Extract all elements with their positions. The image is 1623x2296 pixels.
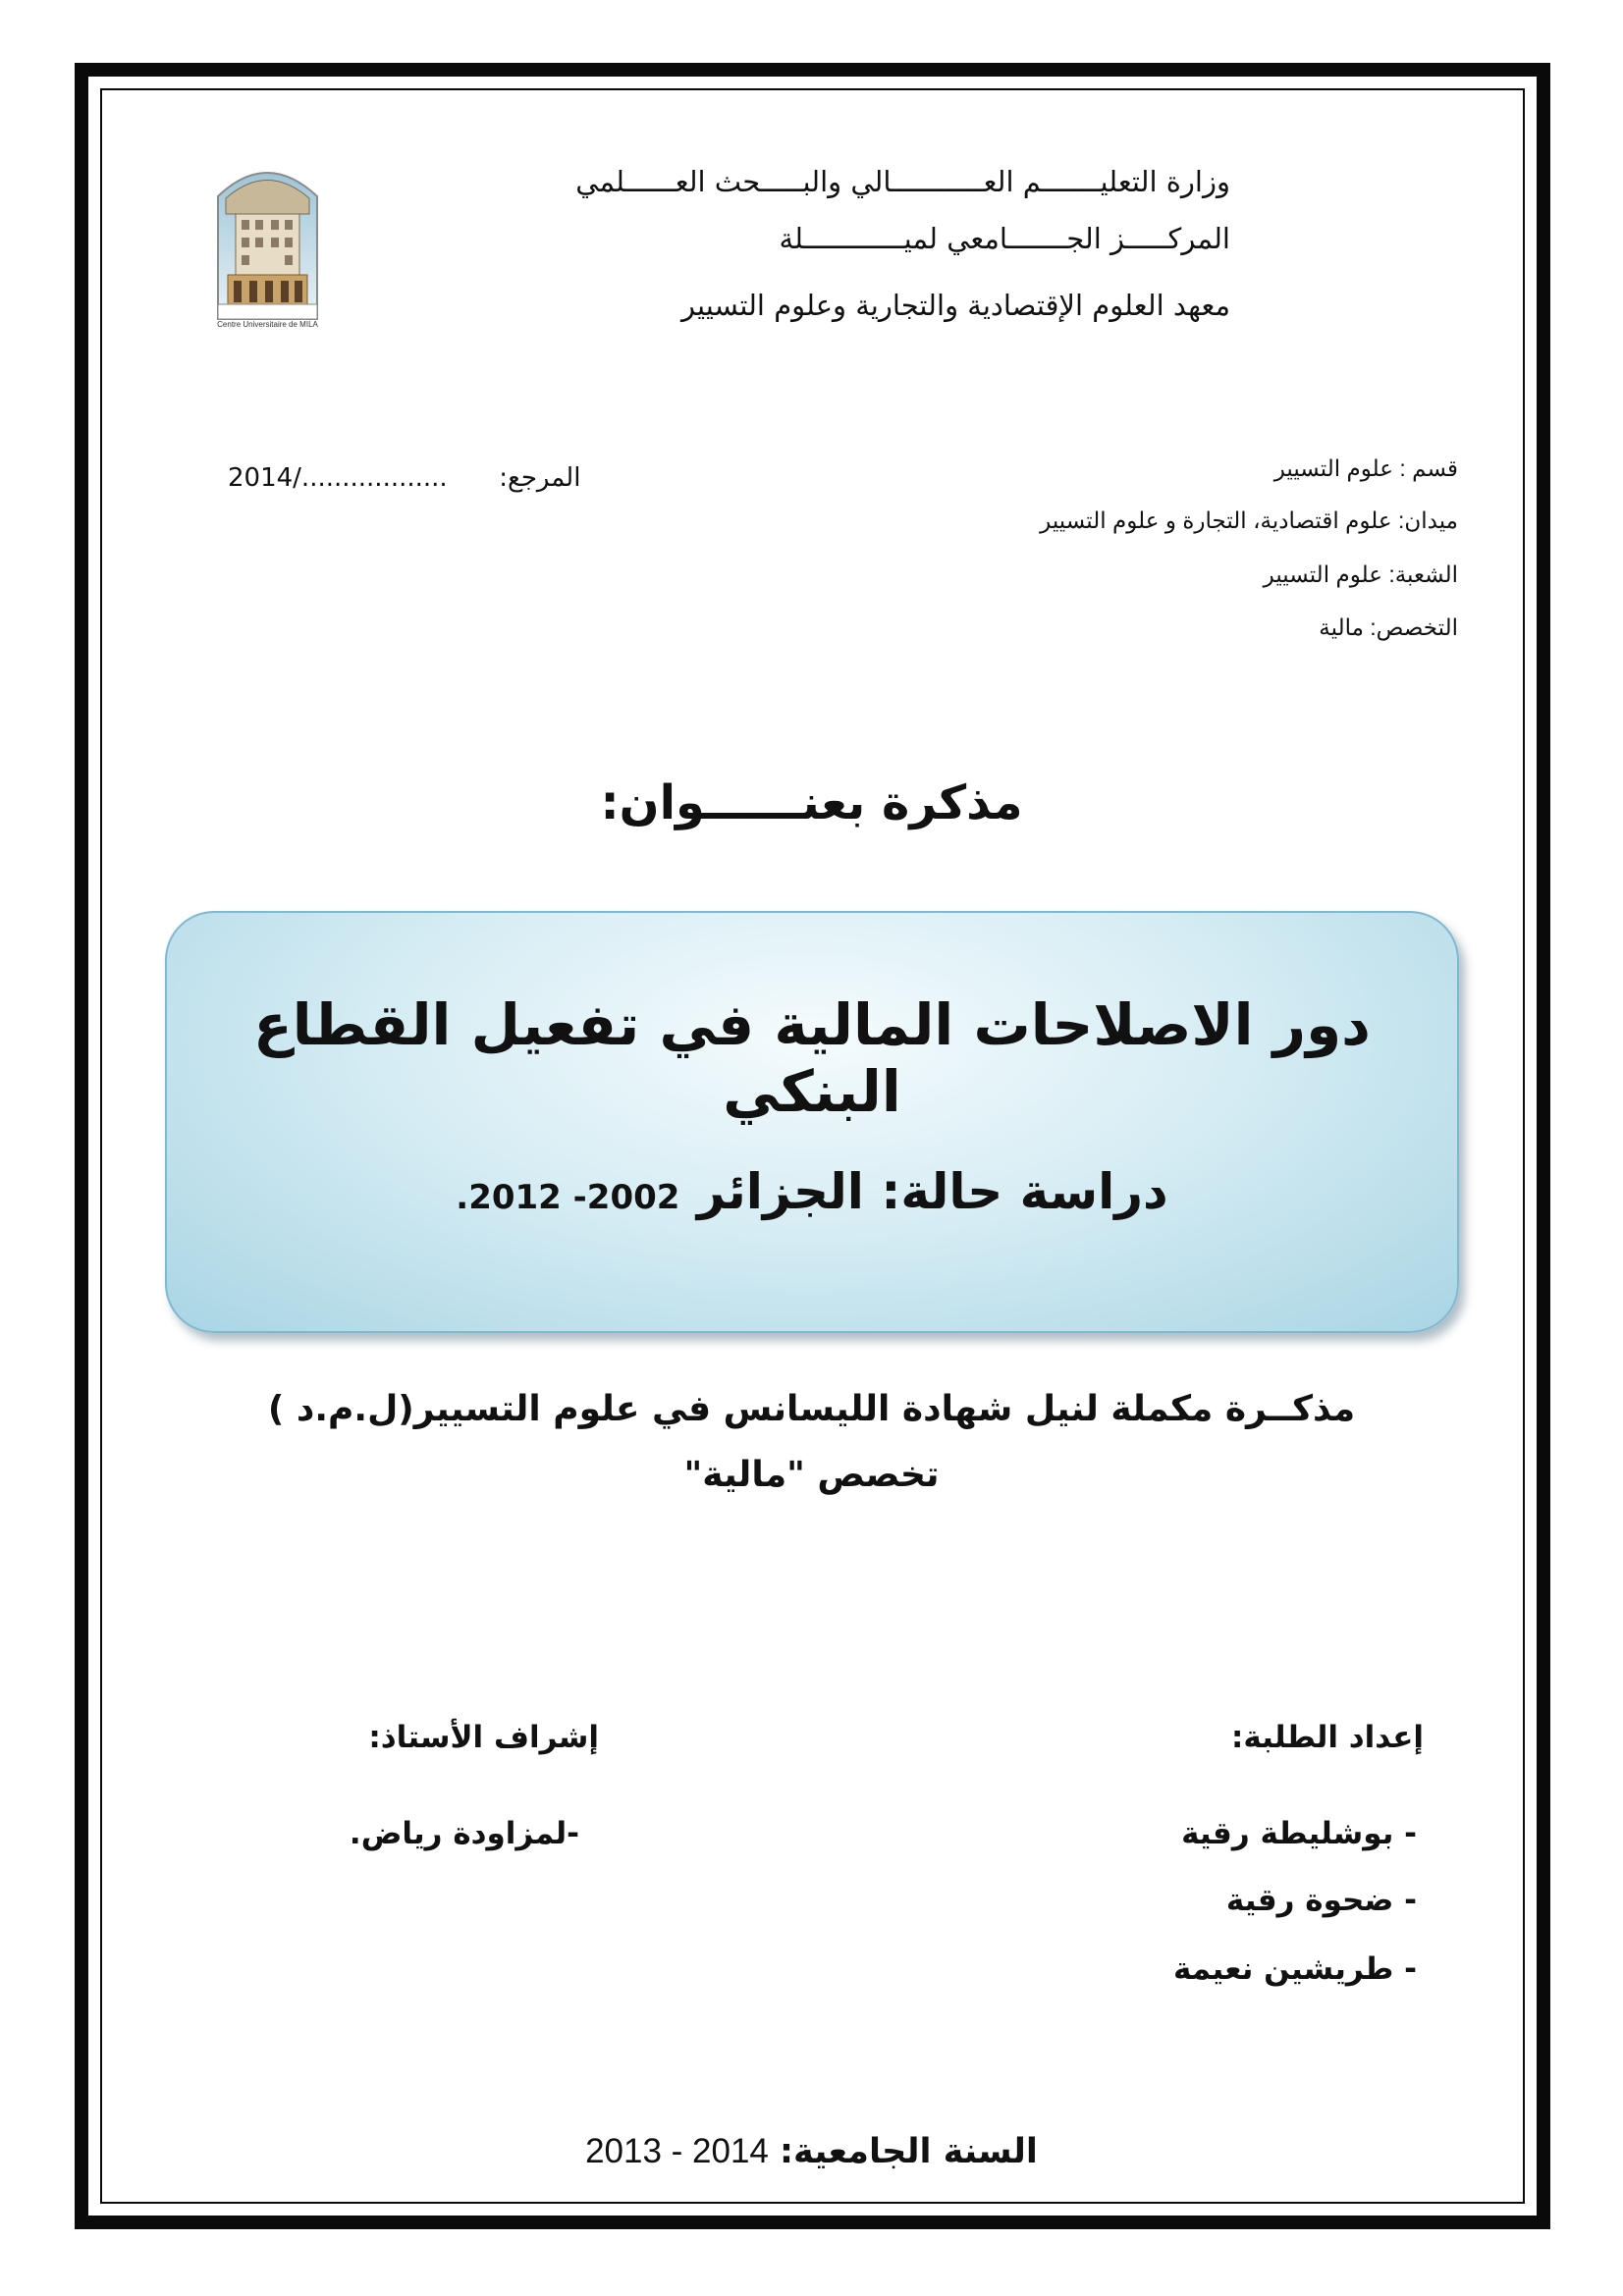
reference-value: 2014/.................. — [228, 463, 448, 493]
supervisor-label: إشراف الأستاذ: — [368, 1720, 599, 1755]
field-line: ميدان: علوم اقتصادية، التجارة و علوم التسيير — [1040, 507, 1458, 533]
academic-year — [0, 2132, 1623, 2171]
thesis-title: دور الاصلاحات المالية في تفعيل القطاع البنكي — [253, 991, 1371, 1125]
institute-line: معهد العلوم الإقتصادية والتجارية وعلوم التسيير — [680, 289, 1230, 322]
ministry-line: وزارة التعليـــــــم العـــــــــــالي والبـــــحث العــــــلمي — [575, 165, 1230, 198]
memo-title: مذكرة بعنــــــوان: — [600, 775, 1023, 830]
specialization-line: تخصص "مالية" — [683, 1455, 940, 1495]
academic-year-label: السنة الجامعية: — [780, 2132, 1038, 2171]
students-label: إعداد الطلبة: — [1230, 1720, 1424, 1755]
student-name-3: - طريشين نعيمة — [1172, 1951, 1417, 1987]
branch-line: الشعبة: علوم التسيير — [1263, 561, 1458, 587]
academic-year-value: 2013 - 2014 — [585, 2132, 769, 2170]
reference-field — [228, 463, 580, 493]
university-building-icon — [206, 157, 329, 334]
supervisor-name: -لمزاودة رياض. — [349, 1816, 579, 1851]
case-study-line — [165, 1163, 1459, 1220]
case-study-years: 2002- 2012. — [456, 1178, 680, 1217]
specialty-line: التخصص: مالية — [1319, 614, 1458, 640]
department-line: قسم : علوم التسيير — [1273, 455, 1458, 481]
student-name-2: - ضحوة رقية — [1225, 1883, 1417, 1918]
case-study-text: دراسة حالة: الجزائر — [696, 1163, 1168, 1220]
logo-caption: Centre Universitaire de MILA — [217, 320, 318, 329]
university-logo — [206, 157, 329, 334]
degree-line: مذكــرة مكملة لنيل شهادة الليسانس في علوم التسيير(ل.م.د ) — [267, 1389, 1356, 1429]
student-name-1: - بوشليطة رقية — [1181, 1816, 1417, 1851]
reference-label: المرجع: — [499, 463, 581, 493]
university-center-line: المركـــــز الجـــــــامعي لميــــــــــــلة — [779, 222, 1230, 255]
